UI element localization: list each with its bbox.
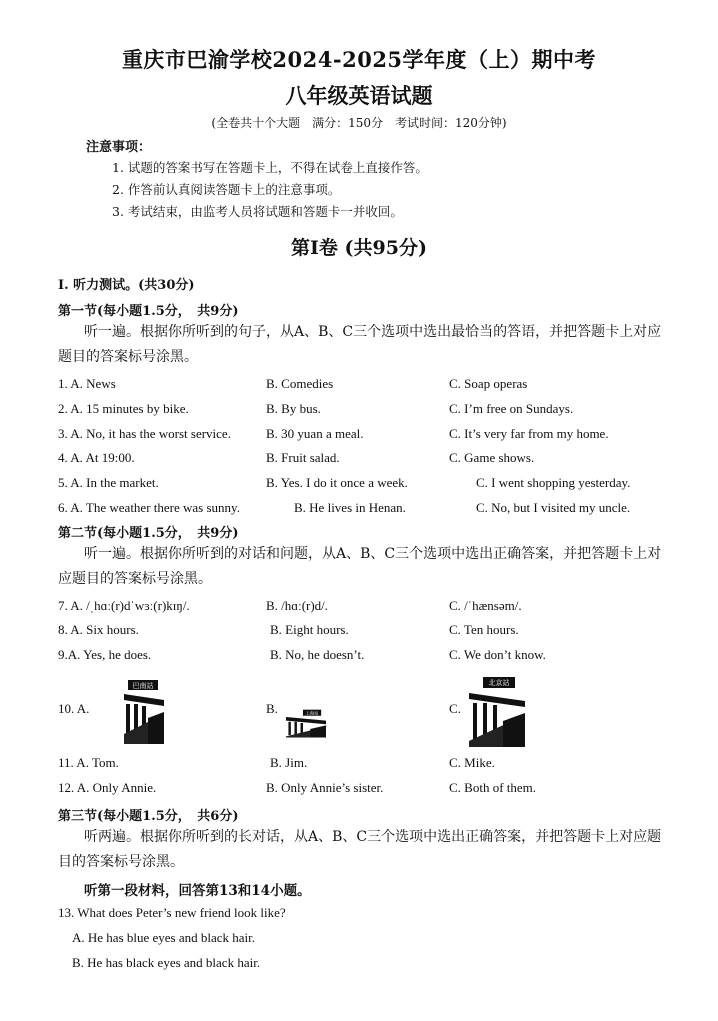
- station-picture-b: [286, 699, 326, 747]
- option-c: C. I’m free on Sundays.: [449, 401, 574, 416]
- sec1-heading: 第一节(每小题1.5分， 共9分): [58, 304, 239, 319]
- option-c: C.: [449, 701, 461, 716]
- station-picture-a: [124, 674, 164, 744]
- option-c: C. Mike.: [449, 755, 495, 770]
- option-c: C. It’s very far from my home.: [449, 426, 609, 441]
- option-c: C. No, but I visited my uncle.: [476, 500, 631, 515]
- option-a: 12. A. Only Annie.: [58, 780, 157, 795]
- option-a: 5. A. In the market.: [58, 475, 159, 490]
- option-c: C. Both of them.: [449, 780, 537, 795]
- section-heading: Ⅰ. 听力测试。(共30分): [58, 278, 195, 293]
- sec3-heading: 第三节(每小题1.5分， 共6分): [58, 809, 239, 824]
- option-b: B. 30 yuan a meal.: [266, 426, 364, 441]
- option-a: 1. A. News: [58, 376, 116, 391]
- option-c: C. Soap operas: [449, 376, 528, 391]
- option-c: C. Game shows.: [449, 450, 535, 465]
- option-a: A. He has blue eyes and black hair.: [72, 930, 256, 945]
- sec2-heading: 第二节(每小题1.5分， 共9分): [58, 526, 239, 541]
- option-b: B. No, he doesn’t.: [270, 647, 365, 662]
- notice-heading: 注意事项：: [86, 140, 152, 155]
- option-a: 3. A. No, it has the worst service.: [58, 426, 231, 441]
- option-b: B. Comedies: [266, 376, 334, 391]
- option-c: C. We don’t know.: [449, 647, 546, 662]
- option-a: 11. A. Tom.: [58, 755, 119, 770]
- notice-item: 2. 作答前认真阅读答题卡上的注意事项。: [112, 182, 341, 197]
- exam-title: 重庆市巴渝学校2024-2025学年度（上）期中考: [121, 47, 597, 72]
- station-picture-c: [469, 671, 525, 747]
- sec2-instruction: 听一遍。根据你所听到的对话和问题，从A、B、C三个选项中选出正确答案，并把答题卡上对应题目的答案标号涂黑。: [58, 546, 662, 587]
- listening-material-note: 听第一段材料，回答第13和14小题。: [84, 883, 311, 899]
- question-13: 13. What does Peter’s new friend look like?: [58, 905, 286, 920]
- option-a: 2. A. 15 minutes by bike.: [58, 401, 189, 416]
- option-b: B. Yes. I do it once a week.: [266, 475, 408, 490]
- option-c: C. I went shopping yesterday.: [476, 475, 631, 490]
- option-a: 6. A. The weather there was sunny.: [58, 500, 240, 515]
- option-b: B. Jim.: [270, 755, 308, 770]
- option-a: 8. A. Six hours.: [58, 622, 139, 637]
- option-b: B. By bus.: [266, 401, 321, 416]
- part-title: 第Ⅰ卷 (共95分): [291, 237, 427, 259]
- station-sign: 北京站: [488, 679, 510, 687]
- option-b: B. Only Annie’s sister.: [266, 780, 384, 795]
- option-a: 7. A. /ˌhɑː(r)dˈwɜː(r)kɪŋ/.: [58, 598, 190, 613]
- exam-meta: (全卷共十个大题 满分：150分 考试时间：120分钟): [211, 116, 507, 130]
- option-a: 10. A.: [58, 701, 90, 716]
- exam-subtitle: 八年级英语试题: [285, 83, 433, 108]
- option-a: 4. A. At 19:00.: [58, 450, 135, 465]
- option-b: B.: [266, 701, 278, 716]
- station-sign: 上海站: [305, 710, 319, 716]
- notice-item: 1. 试题的答案书写在答题卡上，不得在试卷上直接作答。: [112, 160, 428, 175]
- option-c: C. /ˈhænsəm/.: [449, 598, 522, 613]
- option-b: B. /hɑː(r)d/.: [266, 598, 329, 613]
- option-b: B. He lives in Henan.: [294, 500, 406, 515]
- option-b: B. Eight hours.: [270, 622, 349, 637]
- option-b: B. Fruit salad.: [266, 450, 340, 465]
- notice-item: 3. 考试结束，由监考人员将试题和答题卡一并收回。: [112, 204, 403, 219]
- option-a: 9.A. Yes, he does.: [58, 647, 152, 662]
- option-c: C. Ten hours.: [449, 622, 519, 637]
- sec1-instruction: 听一遍。根据你所听到的句子，从A、B、C三个选项中选出最恰当的答语，并把答题卡上对应题目的答案标号涂黑。: [58, 324, 662, 365]
- option-b: B. He has black eyes and black hair.: [72, 955, 261, 970]
- station-sign: 巴南站: [132, 682, 154, 690]
- sec3-instruction: 听两遍。根据你所听到的长对话，从A、B、C三个选项中选出正确答案，并把答题卡上对应题目的答案标号涂黑。: [58, 829, 662, 870]
